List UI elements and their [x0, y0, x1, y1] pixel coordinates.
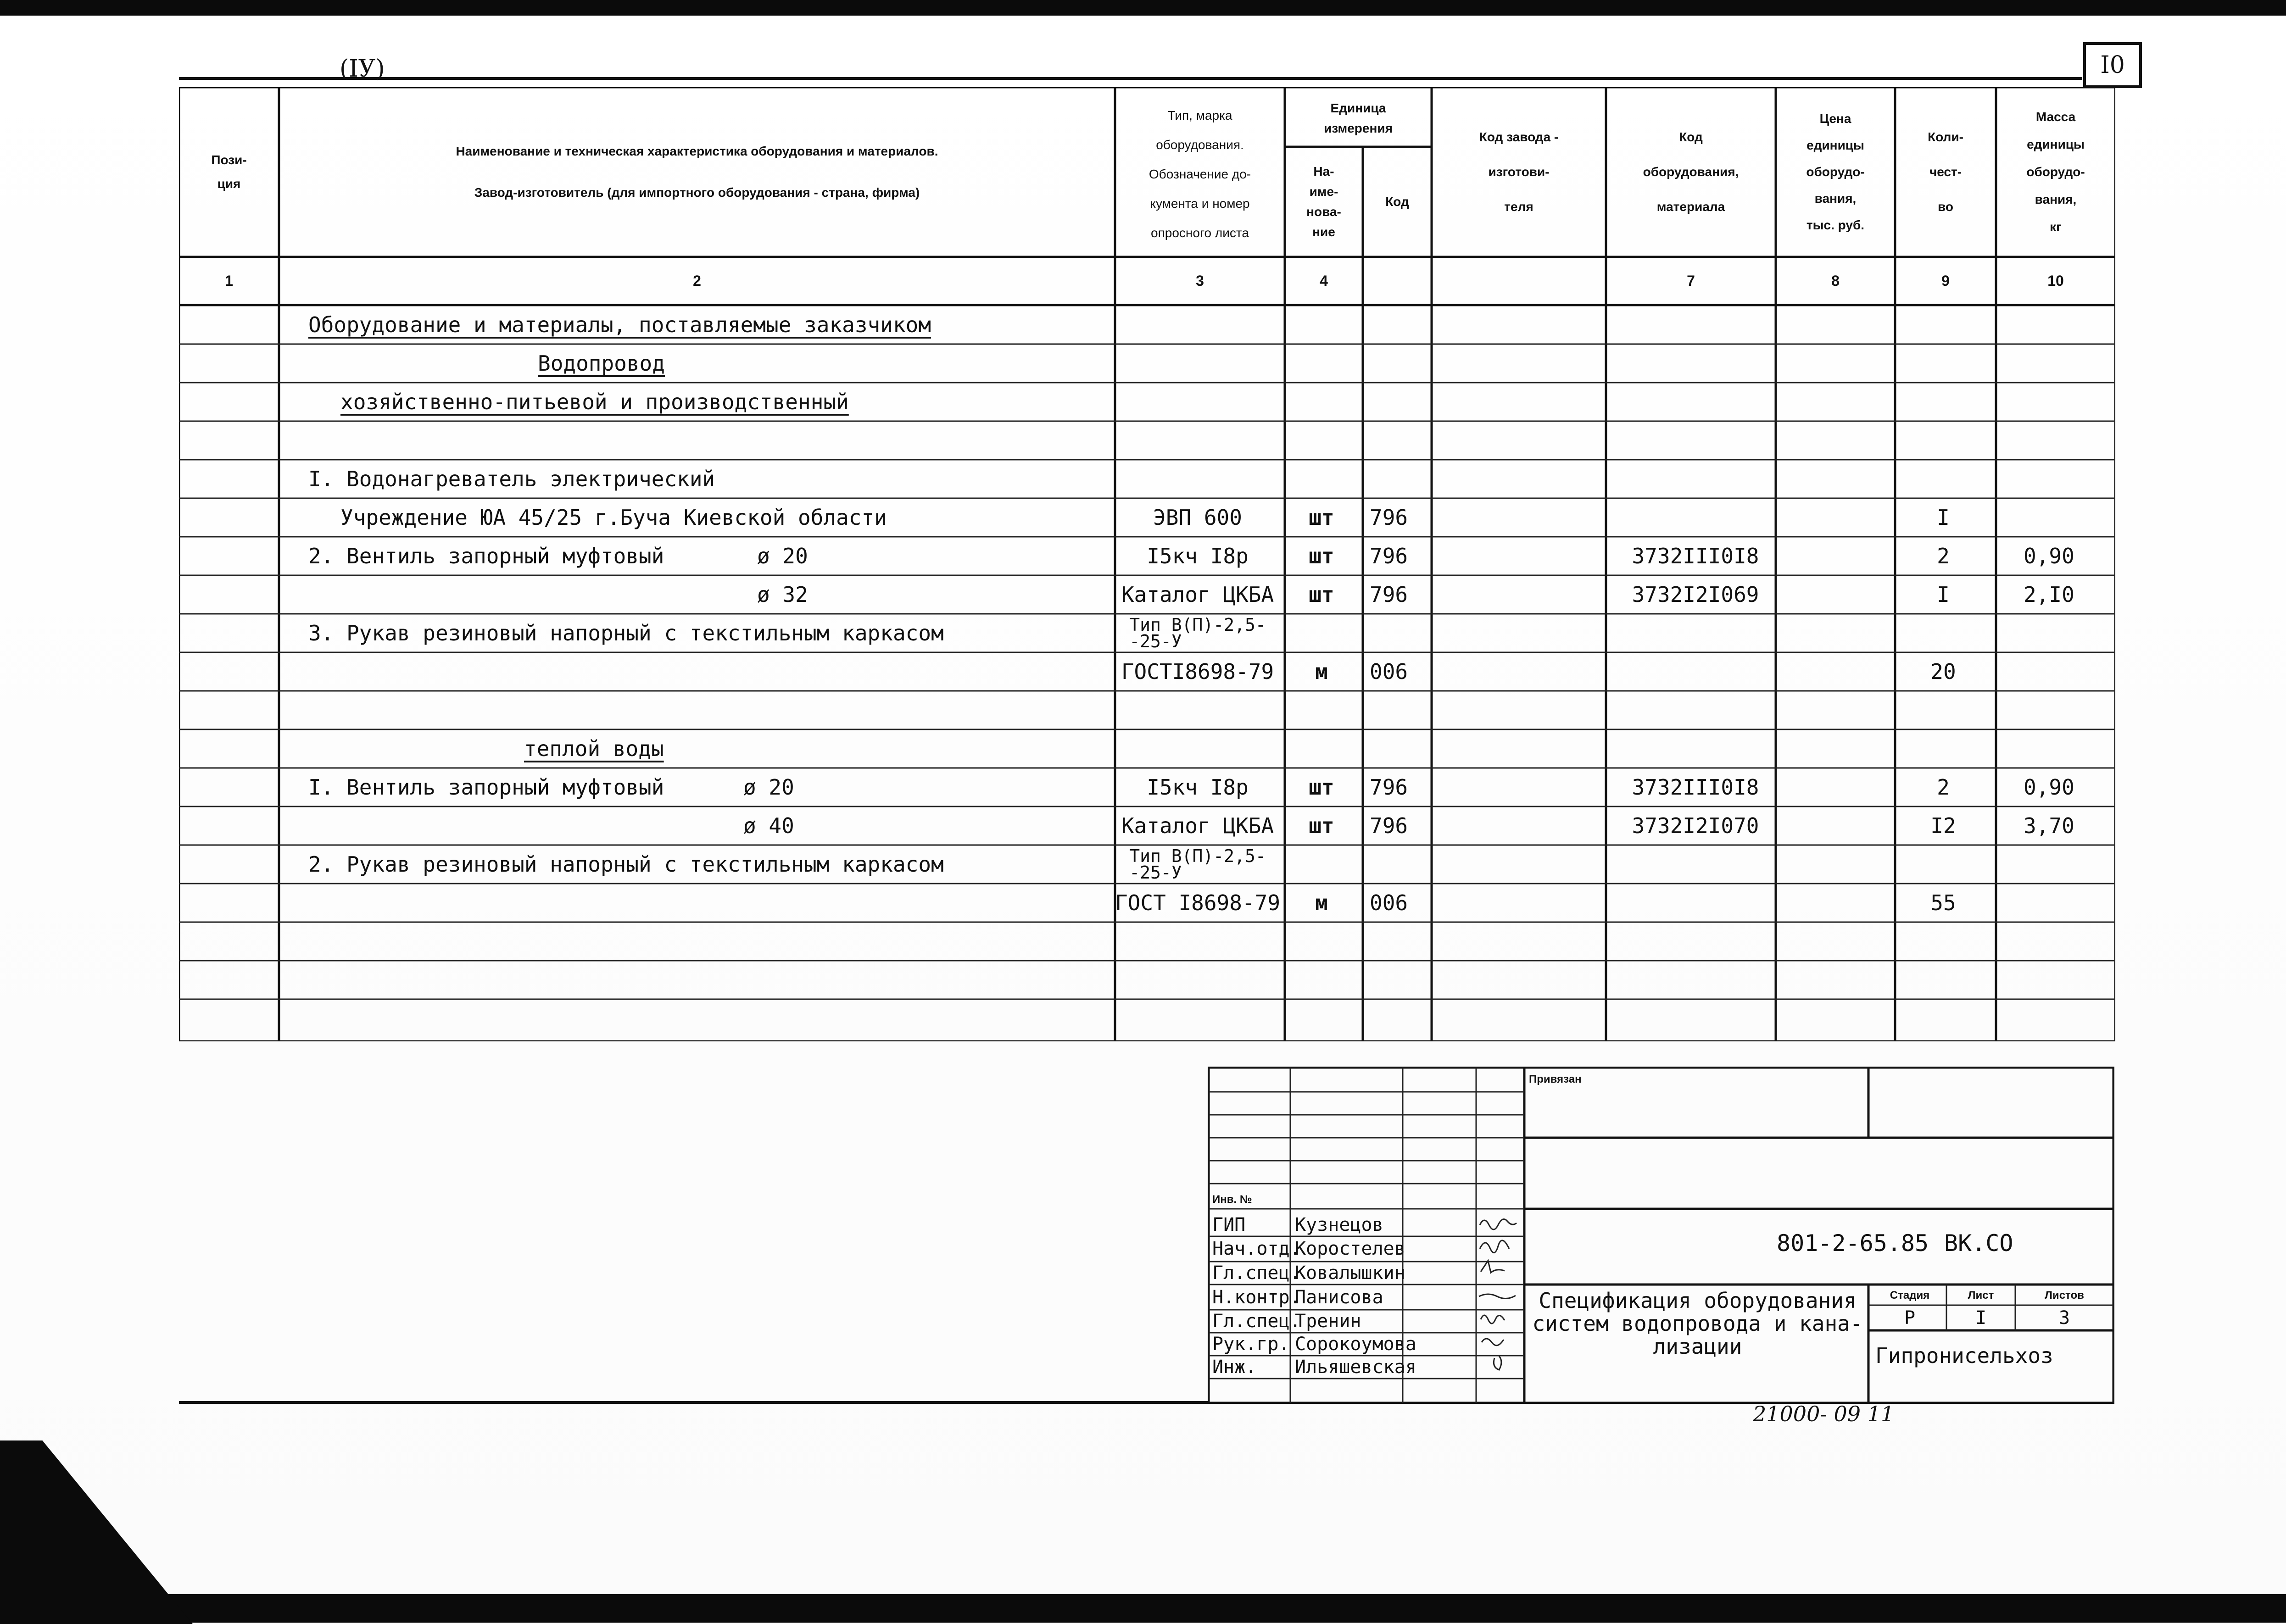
item-unit: шт: [1309, 813, 1334, 838]
item-unit: шт: [1309, 775, 1334, 800]
header-maker-code: Код завода - изготови- теля: [1479, 130, 1559, 214]
item-type: ГОСТ I8698-79: [1115, 890, 1281, 915]
item-type: Каталог ЦКБА: [1121, 813, 1274, 838]
signature-role: Гл.спец.: [1212, 1262, 1301, 1284]
item-unit: м: [1315, 890, 1328, 915]
table-row: [179, 845, 2115, 884]
header-type: Тип, марка оборудования. Обозначение до- кумента и номер опросного листа: [1149, 108, 1251, 240]
item-unit-code: 796: [1370, 813, 1408, 838]
header-price: Цена единицы оборудо- вания, тыс. руб.: [1806, 111, 1865, 232]
signature-name: Панисова: [1295, 1287, 1383, 1308]
table-row: [179, 306, 2115, 344]
specification-table: [179, 87, 2115, 1041]
document-title: Спецификация оборудования систем водопровода и кана- лизации: [1532, 1288, 1863, 1359]
table-row: [179, 652, 2115, 691]
column-number: 8: [1831, 273, 1840, 289]
item-diameter: ø 20: [757, 544, 808, 568]
item-material-code: 3732I2I069: [1632, 582, 1759, 607]
table-row: [179, 383, 2115, 421]
item-type: Тип В(П)-2,5- -25-У: [1129, 615, 1266, 651]
table-row: [179, 884, 2115, 922]
table-row: [179, 498, 2115, 537]
item-mass: 0,90: [2024, 544, 2074, 568]
sheet-label: Лист: [1968, 1289, 1994, 1301]
item-material-code: 3732I2I070: [1632, 813, 1759, 838]
header-qty: Коли- чест- во: [1928, 130, 1963, 214]
item-unit-code: 006: [1370, 890, 1408, 915]
signature-role: Гл.спец.: [1212, 1311, 1301, 1332]
item-unit: шт: [1309, 544, 1334, 568]
item-qty: 2: [1937, 544, 1950, 568]
table-row: [179, 460, 2115, 498]
handwritten-signatures: [1476, 1211, 1527, 1376]
column-number: 9: [1941, 273, 1950, 289]
sheets-label: Листов: [2045, 1289, 2084, 1301]
signature-role: Инж.: [1212, 1357, 1257, 1378]
item-unit-code: 006: [1370, 659, 1408, 684]
table-row: [179, 729, 2115, 768]
signature-role: Нач.отд.: [1212, 1238, 1301, 1259]
signature-name: Кузнецов: [1295, 1214, 1383, 1235]
sheet-value: I: [1975, 1307, 1987, 1329]
item-type: Тип В(П)-2,5- -25-У: [1129, 846, 1266, 883]
signature-name: Сорокоумова: [1295, 1334, 1416, 1355]
item-name: Учреждение ЮА 45/25 г.Буча Киевской области: [340, 505, 887, 530]
title-block: [1208, 1067, 2114, 1404]
scan-bottom-edge: [0, 1594, 2286, 1623]
table-row: [179, 691, 2115, 729]
item-qty: I: [1937, 582, 1950, 607]
table-row: [179, 421, 2115, 460]
column-number: 7: [1687, 273, 1695, 289]
signature-role: Н.контр.: [1212, 1287, 1301, 1308]
item-unit-code: 796: [1370, 544, 1408, 568]
header-material-code: Код оборудования, материала: [1643, 130, 1739, 214]
item-type: ЭВП 600: [1153, 505, 1242, 530]
item-qty: 55: [1930, 890, 1956, 915]
table-row: [179, 768, 2115, 806]
item-qty: I2: [1930, 813, 1956, 838]
item-type: Каталог ЦКБА: [1121, 582, 1274, 607]
item-mass: 3,70: [2024, 813, 2074, 838]
item-material-code: 3732III0I8: [1632, 544, 1759, 568]
item-unit: шт: [1309, 582, 1334, 607]
signature-role: Рук.гр.: [1212, 1334, 1290, 1355]
table-row: [179, 344, 2115, 383]
item-diameter: ø 40: [743, 813, 794, 838]
bound-label: Привязан: [1529, 1073, 1582, 1085]
column-number: 3: [1196, 273, 1204, 289]
section-heading: Водопровод: [538, 351, 665, 376]
header-mass: Масса единицы оборудо- вания, кг: [2026, 110, 2085, 234]
item-unit-code: 796: [1370, 582, 1408, 607]
header-unit-code: Код: [1385, 195, 1409, 209]
table-row: [179, 537, 2115, 575]
bottom-frame-line: [179, 1401, 1208, 1404]
table-row: [179, 575, 2115, 614]
archive-number: 21000- 09 11: [1753, 1402, 1895, 1426]
item-type: I5кч I8р: [1147, 544, 1249, 568]
item-name: 3. Рукав резиновый напорный с текстильным каркасом: [308, 621, 944, 645]
top-frame-line: [179, 77, 2082, 80]
signature-name: Ковалышкин: [1295, 1262, 1405, 1284]
section-heading: теплой воды: [524, 736, 664, 761]
item-mass: 2,I0: [2024, 582, 2074, 607]
table-row: [179, 806, 2115, 845]
part-label: (IУ): [340, 55, 385, 83]
item-qty: I: [1937, 505, 1950, 530]
item-diameter: ø 32: [757, 582, 808, 607]
signature-role: ГИП: [1212, 1214, 1246, 1235]
item-mass: 0,90: [2024, 775, 2074, 800]
item-type: I5кч I8р: [1147, 775, 1249, 800]
item-diameter: ø 20: [743, 775, 794, 800]
item-material-code: 3732III0I8: [1632, 775, 1759, 800]
header-name: Наименование и техническая характеристика оборудования и материалов. Завод-изготовитель (для импортного оборудования - страна, фирма): [456, 144, 938, 200]
table-row: [179, 614, 2115, 652]
column-number: 2: [693, 273, 701, 289]
item-name: I. Водонагреватель электрический: [308, 467, 715, 491]
item-name: 2. Рукав резиновый напорный с текстильным каркасом: [308, 852, 944, 877]
item-name: I. Вентиль запорный муфтовый: [308, 775, 664, 800]
scan-top-edge: [0, 0, 2286, 16]
column-number: 10: [2047, 273, 2064, 289]
item-qty: 20: [1930, 659, 1956, 684]
signature-name: Тренин: [1295, 1311, 1361, 1332]
stage-label: Стадия: [1890, 1289, 1930, 1301]
signature-name: Ильяшевская: [1295, 1357, 1416, 1378]
section-heading: Оборудование и материалы, поставляемые заказчиком: [308, 312, 931, 337]
column-number: 1: [225, 273, 233, 289]
item-unit: м: [1315, 659, 1328, 684]
inv-label: Инв. №: [1212, 1193, 1252, 1206]
item-unit-code: 796: [1370, 775, 1408, 800]
item-unit-code: 796: [1370, 505, 1408, 530]
header-unit-name: На- име- нова- ние: [1306, 164, 1341, 239]
section-heading: хозяйственно-питьевой и производственный: [340, 389, 849, 414]
document-mark: ВК.СО: [1944, 1230, 2013, 1257]
signature-name: Коростелев: [1295, 1238, 1405, 1259]
header-position: Пози- ция: [211, 153, 247, 191]
sheets-value: 3: [2058, 1307, 2070, 1329]
stage-value: Р: [1904, 1307, 1916, 1329]
document-code: 801-2-65.85: [1777, 1230, 1929, 1257]
column-number: 4: [1320, 273, 1328, 289]
page-number: I0: [2083, 42, 2142, 88]
organization-name: Гипронисельхоз: [1875, 1343, 2053, 1368]
item-name: 2. Вентиль запорный муфтовый: [308, 544, 664, 568]
header-unit-group: Единица измерения: [1324, 100, 1393, 135]
item-type: ГОСТI8698-79: [1121, 659, 1274, 684]
item-qty: 2: [1937, 775, 1950, 800]
item-unit: шт: [1309, 505, 1334, 530]
